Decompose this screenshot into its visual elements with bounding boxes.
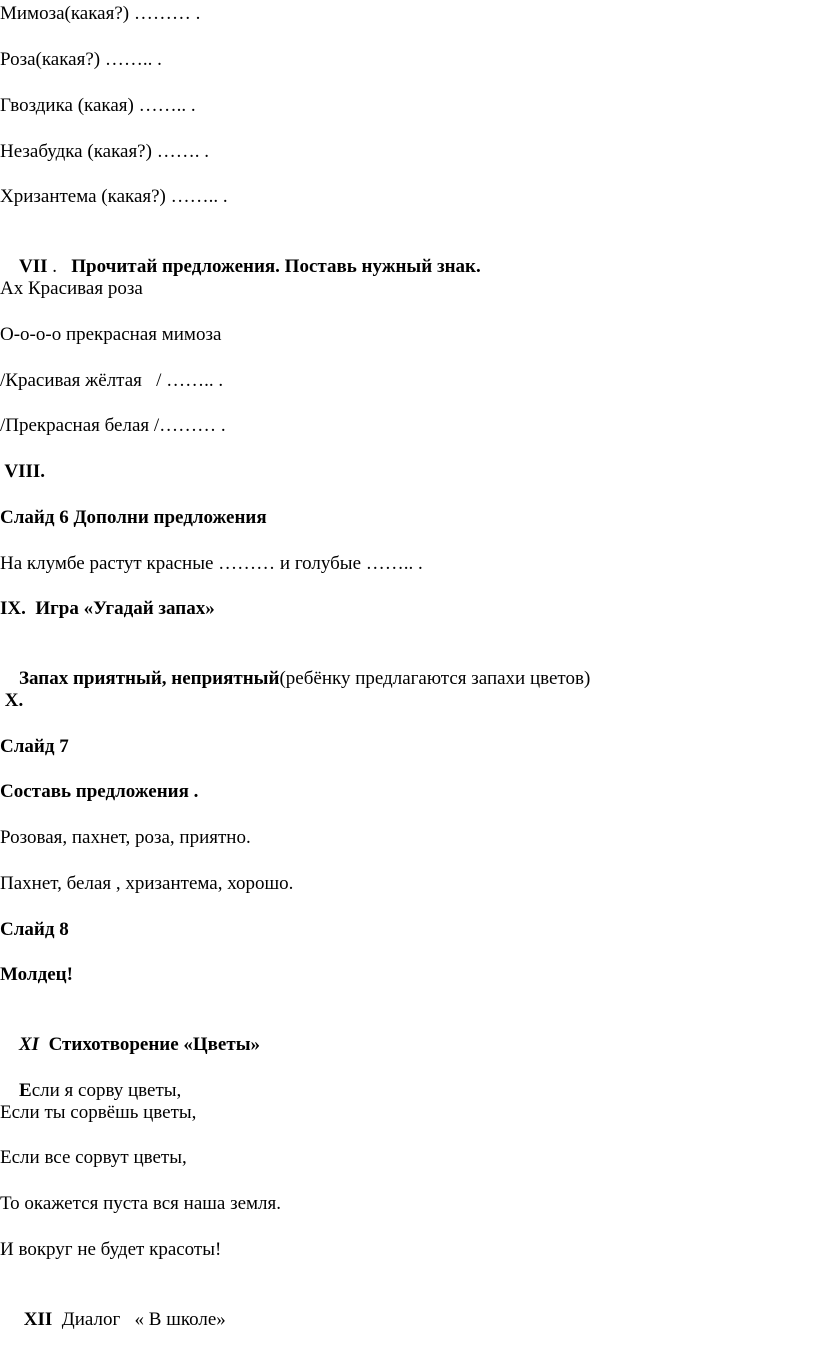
slide-7-heading: Слайд 7	[0, 736, 69, 757]
poem-initial-letter: Е	[19, 1080, 32, 1101]
section-heading-viii: VIII.	[0, 461, 46, 482]
text-line-chrysanthemum: Хризантема (какая?) …….. .	[0, 186, 228, 207]
text-line-ah-rose: Ах Красивая роза	[0, 278, 143, 299]
praise-heading: Молдец!	[0, 964, 73, 985]
section-number: VII	[19, 256, 48, 277]
text-line-white-chrysanthemum: Пахнет, белая , хризантема, хорошо.	[0, 873, 294, 894]
slide-8-heading: Слайд 8	[0, 919, 69, 940]
smell-label: Запах приятный, неприятный	[19, 668, 280, 689]
poem-line-4: То окажется пуста вся наша земля.	[0, 1193, 282, 1214]
section-separator: .	[47, 256, 72, 277]
section-heading-x: X.	[0, 690, 24, 711]
text-line-pink-rose: Розовая, пахнет, роза, приятно.	[0, 827, 251, 848]
poem-line-3: Если все сорвут цветы,	[0, 1147, 187, 1168]
poem-line-5: И вокруг не будет красоты!	[0, 1239, 222, 1260]
smell-note: (ребёнку предлагаются запахи цветов)	[279, 668, 591, 689]
section-heading-xii	[0, 1284, 226, 1356]
text-line-carnation: Гвоздика (какая) …….. .	[0, 95, 196, 116]
poem-title: Стихотворение «Цветы»	[39, 1034, 261, 1055]
text-line-flowerbed: На клумбе растут красные ……… и голубые …….. .	[0, 553, 423, 574]
section-number: XI	[19, 1034, 40, 1055]
text-line-yellow: /Красивая жёлтая / …….. .	[0, 370, 224, 391]
text-line-rose: Роза(какая?) …….. .	[0, 49, 162, 70]
poem-line-rest: сли я сорву цветы,	[31, 1080, 182, 1101]
text-line-smell	[0, 643, 590, 715]
section-title: Прочитай предложения. Поставь нужный знак.	[71, 256, 481, 277]
slide-6-heading: Слайд 6 Дополни предложения	[0, 507, 267, 528]
dialog-title: Диалог « В школе»	[52, 1309, 226, 1330]
compose-sentences-heading: Составь предложения .	[0, 781, 199, 802]
text-line-white: /Прекрасная белая /……… .	[0, 415, 226, 436]
section-heading-ix: IX. Игра «Угадай запах»	[0, 598, 215, 619]
text-line-mimosa-exclaim: О-о-о-о прекрасная мимоза	[0, 324, 222, 345]
text-line-mimosa: Мимоза(какая?) ……… .	[0, 3, 201, 24]
text-line-forget-me-not: Незабудка (какая?) ……. .	[0, 141, 209, 162]
poem-line-2: Если ты сорвёшь цветы,	[0, 1102, 197, 1123]
section-number: XII	[19, 1309, 53, 1330]
